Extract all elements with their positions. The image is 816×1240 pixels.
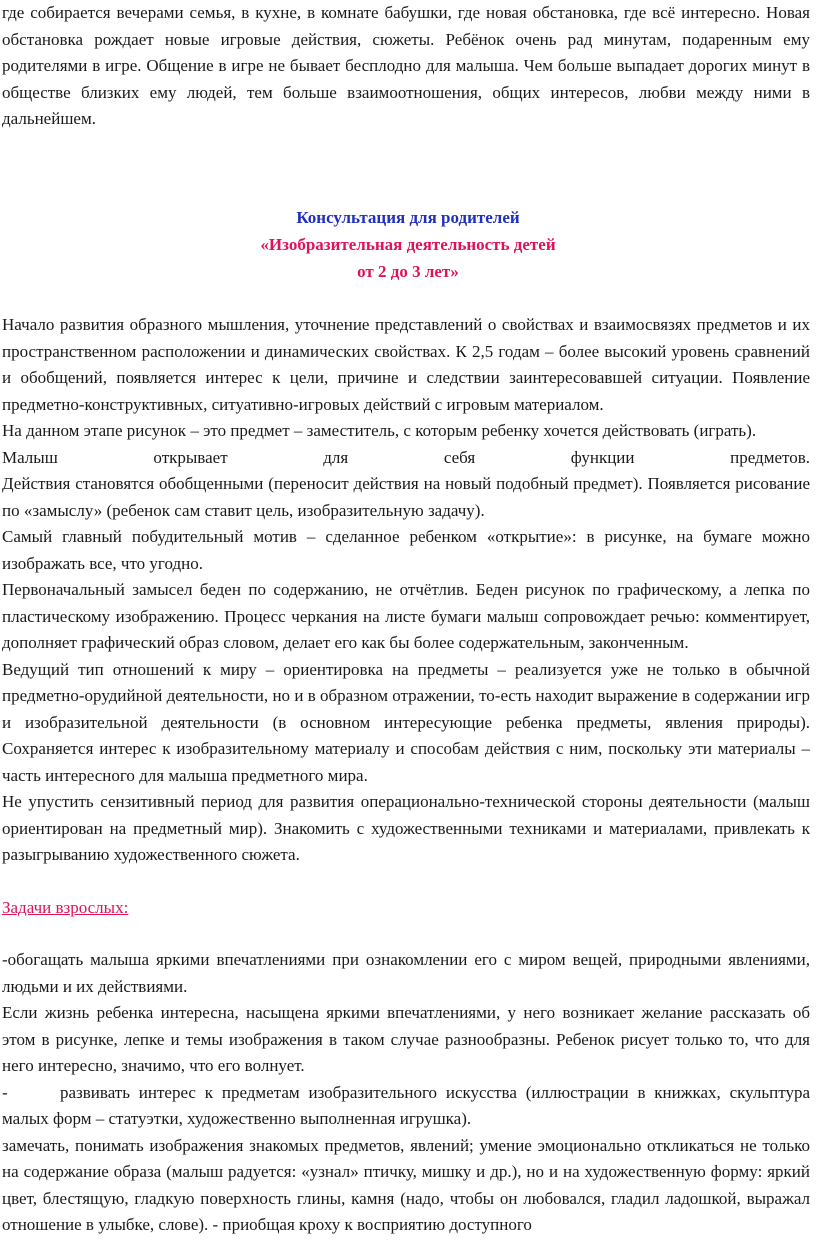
title-line-age: от 2 до 3 лет» xyxy=(357,262,459,281)
word: себя xyxy=(443,447,476,467)
word: Малыш xyxy=(2,447,58,467)
body-paragraph: Самый главный побудительный мотив – сделанное ребенком «открытие»: в рисунке, на бумаге можно изображать все, что угодно. xyxy=(2,527,810,573)
task-paragraph: Если жизнь ребенка интересна, насыщена яркими впечатлениями, у него возникает желание рассказать об этом в рисунке, лепке и темы изображения в таком случае разнообразны. Ребенок рисует только то, что для него интересно, значимо, что его волнует. xyxy=(2,1003,810,1075)
main-body xyxy=(0,312,812,869)
tasks-heading: Задачи взрослых: xyxy=(2,898,129,917)
spacer xyxy=(0,921,812,947)
task-dash-item xyxy=(0,1080,812,1133)
word: функции xyxy=(570,447,635,467)
body-paragraph: Действия становятся обобщенными (переносит действия на новый подобный предмет). Появляется рисование по «замыслу» (ребенок сам ставит цель, изобразительную задачу). xyxy=(2,474,810,520)
tasks-section xyxy=(0,895,812,1239)
word: для xyxy=(323,447,349,467)
body-paragraph: Первоначальный замысел беден по содержанию, не отчётлив. Беден рисунок по графическому, а лепка по пластическому изображению. Процесс черкания на листе бумаги малыш сопровождает речью: комментирует, дополняет графический образ словом, делает его как бы более содержательным, законченным. xyxy=(2,580,810,652)
body-paragraph: На данном этапе рисунок – это предмет – заместитель, с которым ребенку хочется действовать (играть). xyxy=(2,421,757,440)
task-paragraph: замечать, понимать изображения знакомых предметов, явлений; умение эмоционально откликаться не только на содержание образа (малыш радуется: «узнал» птичку, мишку и др.), но и на художественную форму: яркий цвет, блестящую, гладкую поверхность глины, камня (надо, чтобы он любовался, гладил ладошкой, выражал отношение в улыбке, слове). - приобщая кроху к восприятию доступного xyxy=(2,1135,810,1234)
task-dash-text: развивать интерес к предметам изобразительного искусства (иллюстрации в книжках, скульптура малых форм – статуэтки, художественно выполненная игрушка). xyxy=(2,1082,810,1128)
title-line-consultation: Консультация для родителей xyxy=(296,208,520,227)
body-paragraph: Ведущий тип отношений к миру – ориентировка на предметы – реализуется уже не только в обычной предметно-орудийной деятельности, но и в образном отражении, то-есть находит выражение в содержании игр и изобразительной деятельности (в основном интересующие ребенка предметы, явления природы). Сохраняется интерес к изобразительному материалу и способам действия с ним, поскольку эти материалы – часть интересного для малыша предметного мира. xyxy=(2,659,810,785)
task-paragraph: -обогащать малыша яркими впечатлениями при ознакомлении его с миром вещей, природными явлениями, людьми и их действиями. xyxy=(2,950,810,996)
title-line-topic: «Изобразительная деятельность детей xyxy=(260,235,556,254)
intro-paragraph: где собирается вечерами семья, в кухне, в комнате бабушки, где новая обстановка, где всё интересно. Новая обстановка рождает новые игровые действия, сюжеты. Ребёнок очень рад минутам, подаренным ему родителями в игре. Общение в игре не бывает бесплодно для малыша. Чем больше выпадает дорогих минут в обществе близких ему людей, тем больше взаимоотношения, общих интересов, любви между ними в дальнейшем. xyxy=(2,3,810,128)
word: открывает xyxy=(153,447,228,467)
body-paragraph: Не упустить сензитивный период для развития операционально-технической стороны деятельности (малыш ориентирован на предметный мир). Знакомить с художественными техниками и материалами, привлекать к разыгрыванию художественного сюжета. xyxy=(2,792,810,864)
body-paragraph-spread xyxy=(0,445,812,472)
intro-section xyxy=(0,0,812,133)
dash-marker: - xyxy=(2,1082,8,1102)
document-title xyxy=(0,204,816,285)
word: предметов. xyxy=(730,447,810,467)
body-paragraph: Начало развития образного мышления, уточнение представлений о свойствах и взаимосвязях предметов и их пространственном расположении и динамических свойствах. К 2,5 годам – более высокий уровень сравнений и обобщений, появляется интерес к цели, причине и следствии заинтересовавшей ситуации. Появление предметно-конструктивных, ситуативно-игровых действий с игровым материалом. xyxy=(2,315,810,414)
